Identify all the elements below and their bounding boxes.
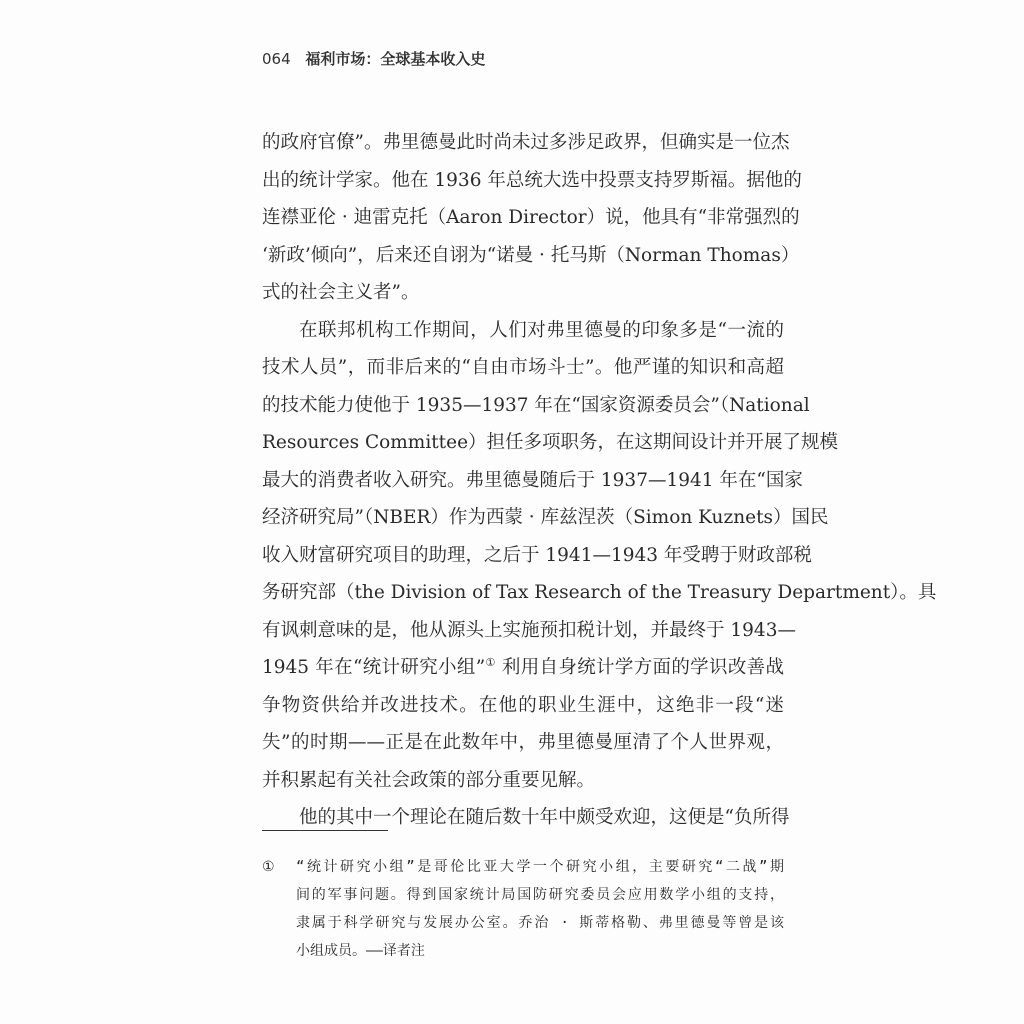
footnote-line — [262, 853, 784, 881]
text-line: 争物资供给并改进技术。在他的职业生涯中，这绝非一段“迷 — [262, 694, 784, 716]
footnote-line: 间的军事问题。得到国家统计局国防研究委员会应用数学小组的支持， — [296, 887, 784, 903]
footnote-line: 隶属于科学研究与发展办公室。乔治 · 斯蒂格勒、弗里德曼等曾是该 — [296, 915, 784, 931]
running-header — [262, 48, 485, 69]
text-line: 连襟亚伦 · 迪雷克托（Aaron Director）说，他具有“非常强烈的 — [262, 207, 800, 228]
text-segment: 利用自身统计学方面的学识改善战 — [495, 657, 784, 678]
text-line: 经济研究局”（NBER）作为西蒙 · 库兹涅茨（Simon Kuznets）国民 — [262, 507, 829, 528]
footnote-reference[interactable]: ① — [485, 655, 496, 669]
text-line: 有讽刺意味的是，他从源头上实施预扣税计划，并最终于 1943— — [262, 619, 796, 641]
text-line: 技术人员”，而非后来的“自由市场斗士”。他严谨的知识和高超 — [262, 357, 784, 378]
book-title: 福利市场：全球基本收入史 — [305, 50, 486, 68]
footnote-line: 小组成员。——译者注 — [296, 943, 425, 959]
text-line: ‘新政’倾向”，后来还自诩为“诺曼 · 托马斯（Norman Thomas） — [262, 244, 800, 266]
page-number: 064 — [262, 50, 291, 68]
text-line: 式的社会主义者”。 — [262, 282, 420, 303]
text-line: 在联邦机构工作期间，人们对弗里德曼的印象多是“一流的 — [299, 319, 784, 341]
text-line: 务研究部（the Division of Tax Research of the Treasury Department）。具 — [262, 582, 937, 603]
text-line: 的政府官僚”。弗里德曼此时尚未过多涉足政界，但确实是一位杰 — [262, 132, 790, 153]
footnote-marker: ① — [262, 859, 275, 875]
footnote-divider — [262, 830, 388, 831]
footnote — [262, 853, 784, 965]
text-line: 的技术能力使他于 1935—1937 年在“国家资源委员会”（National — [262, 394, 810, 416]
footnote-text: “统计研究小组”是哥伦比亚大学一个研究小组，主要研究“二战”期 — [296, 859, 784, 875]
text-line: 他的其中一个理论在随后数十年中颇受欢迎，这便是“负所得 — [299, 807, 790, 828]
text-line: 最大的消费者收入研究。弗里德曼随后于 1937—1941 年在“国家 — [262, 469, 803, 491]
text-line-with-footnote-ref — [262, 649, 784, 687]
text-segment: 1945 年在“统计研究小组” — [262, 657, 486, 678]
body-text — [262, 124, 937, 837]
text-line: Resources Committee）担任多项职务，在这期间设计并开展了规模 — [262, 432, 839, 453]
text-line: 失”的时期——正是在此数年中，弗里德曼厘清了个人世界观， — [262, 732, 784, 753]
text-line: 收入财富研究项目的助理，之后于 1941—1943 年受聘于财政部税 — [262, 544, 812, 566]
text-line: 并积累起有关社会政策的部分重要见解。 — [262, 769, 596, 791]
text-line: 出的统计学家。他在 1936 年总统大选中投票支持罗斯福。据他的 — [262, 169, 802, 191]
